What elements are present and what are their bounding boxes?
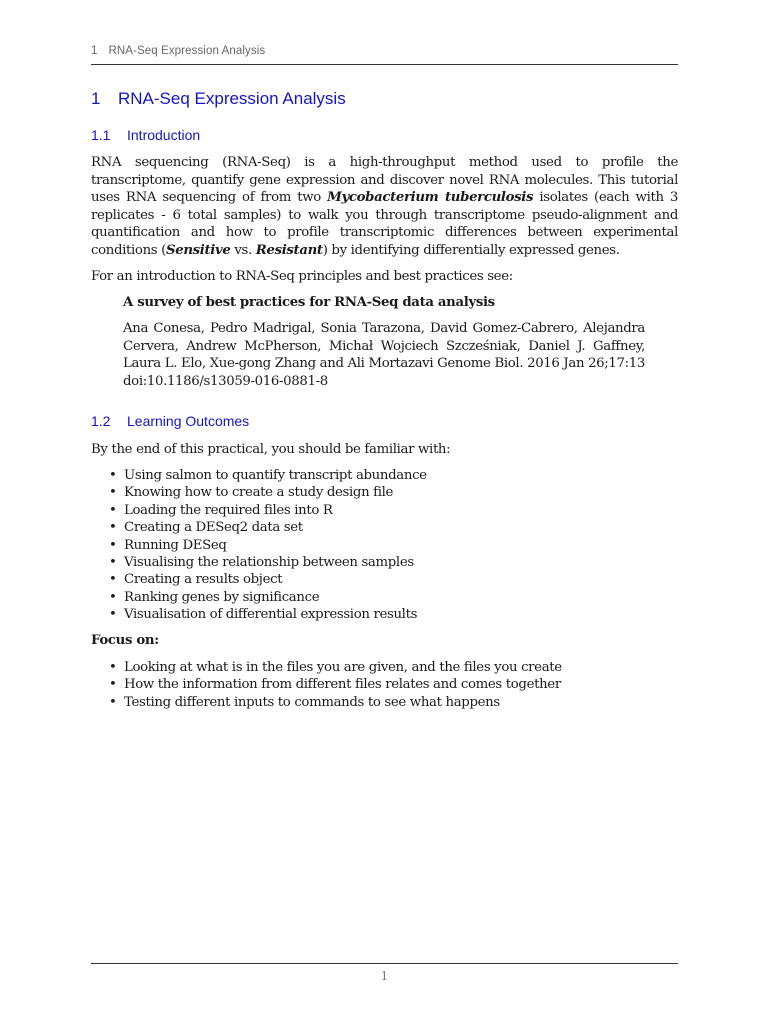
header-rule [91, 64, 678, 65]
list-item: • Creating a results object [109, 571, 427, 588]
subsection-title: Learning Outcomes [127, 413, 250, 429]
subsection-number: 1.2 [91, 413, 111, 429]
running-header-title: RNA-Seq Expression Analysis [108, 45, 266, 57]
footer-rule [91, 963, 678, 964]
list-item: • Loading the required files into R [109, 502, 427, 519]
list-item: • Visualising the relationship between samples [109, 554, 427, 571]
list-item: • Running DESeq [109, 537, 427, 554]
running-header [91, 45, 678, 57]
list-item: • Creating a DESeq2 data set [109, 519, 427, 536]
subsection-title: Introduction [127, 127, 201, 143]
section-heading [91, 89, 346, 109]
reference-authors: Ana Conesa, Pedro Madrigal, Sonia Tarazona, David Gomez-Cabrero, Alejandra Cervera, Andrew McPherson, Michał Wojciech Szcześniak, Daniel J. Gaffney, Laura L. Elo, Xue-gong Zhang and Ali Mortazavi Genome Biol. 2016 Jan 26;17:13 doi:10.1186/s13059-016-0881-8 [123, 321, 645, 389]
document-page [91, 0, 678, 1024]
section-title: RNA-Seq Expression Analysis [118, 89, 346, 108]
page-number: 1 [380, 969, 389, 983]
intro-see-paragraph: For an introduction to RNA-Seq principles and best practices see: [91, 269, 513, 284]
list-item: • How the information from different files relates and comes together [109, 676, 562, 693]
reference-title: A survey of best practices for RNA-Seq data analysis [123, 295, 495, 310]
subsection-heading-learning-outcomes [91, 413, 249, 429]
intro-paragraph: RNA sequencing (RNA-Seq) is a high-throughput method used to profile the transcriptome, quantify gene expression and discover novel RNA molecules. This tutorial uses RNA sequencing of from two Mycobacterium tuberculosis isolates (each with 3 replicates - 6 total samples) to walk you through transcriptome pseudo-alignment and quantification and how to profile transcriptomic differences between experimental conditions (Sensitive vs. Resistant) by identifying differentially expressed genes. [91, 155, 679, 258]
running-header-number: 1 [91, 45, 98, 57]
outcomes-list [109, 467, 427, 624]
outcomes-lead: By the end of this practical, you should be familiar with: [91, 442, 451, 457]
focus-list [109, 659, 562, 711]
focus-label: Focus on: [91, 633, 159, 648]
section-number: 1 [91, 89, 101, 108]
subsection-number: 1.1 [91, 127, 111, 143]
list-item: • Looking at what is in the files you are given, and the files you create [109, 659, 562, 676]
list-item: • Testing different inputs to commands to see what happens [109, 694, 562, 711]
list-item: • Knowing how to create a study design file [109, 484, 427, 501]
list-item: • Ranking genes by significance [109, 589, 427, 606]
condition-sensitive: Sensitive [165, 242, 231, 258]
subsection-heading-introduction [91, 127, 200, 143]
organism-name: Mycobacterium tuberculosis [327, 190, 534, 206]
list-item: • Using salmon to quantify transcript abundance [109, 467, 427, 484]
list-item: • Visualisation of differential expression results [109, 606, 427, 623]
condition-resistant: Resistant [255, 242, 323, 258]
